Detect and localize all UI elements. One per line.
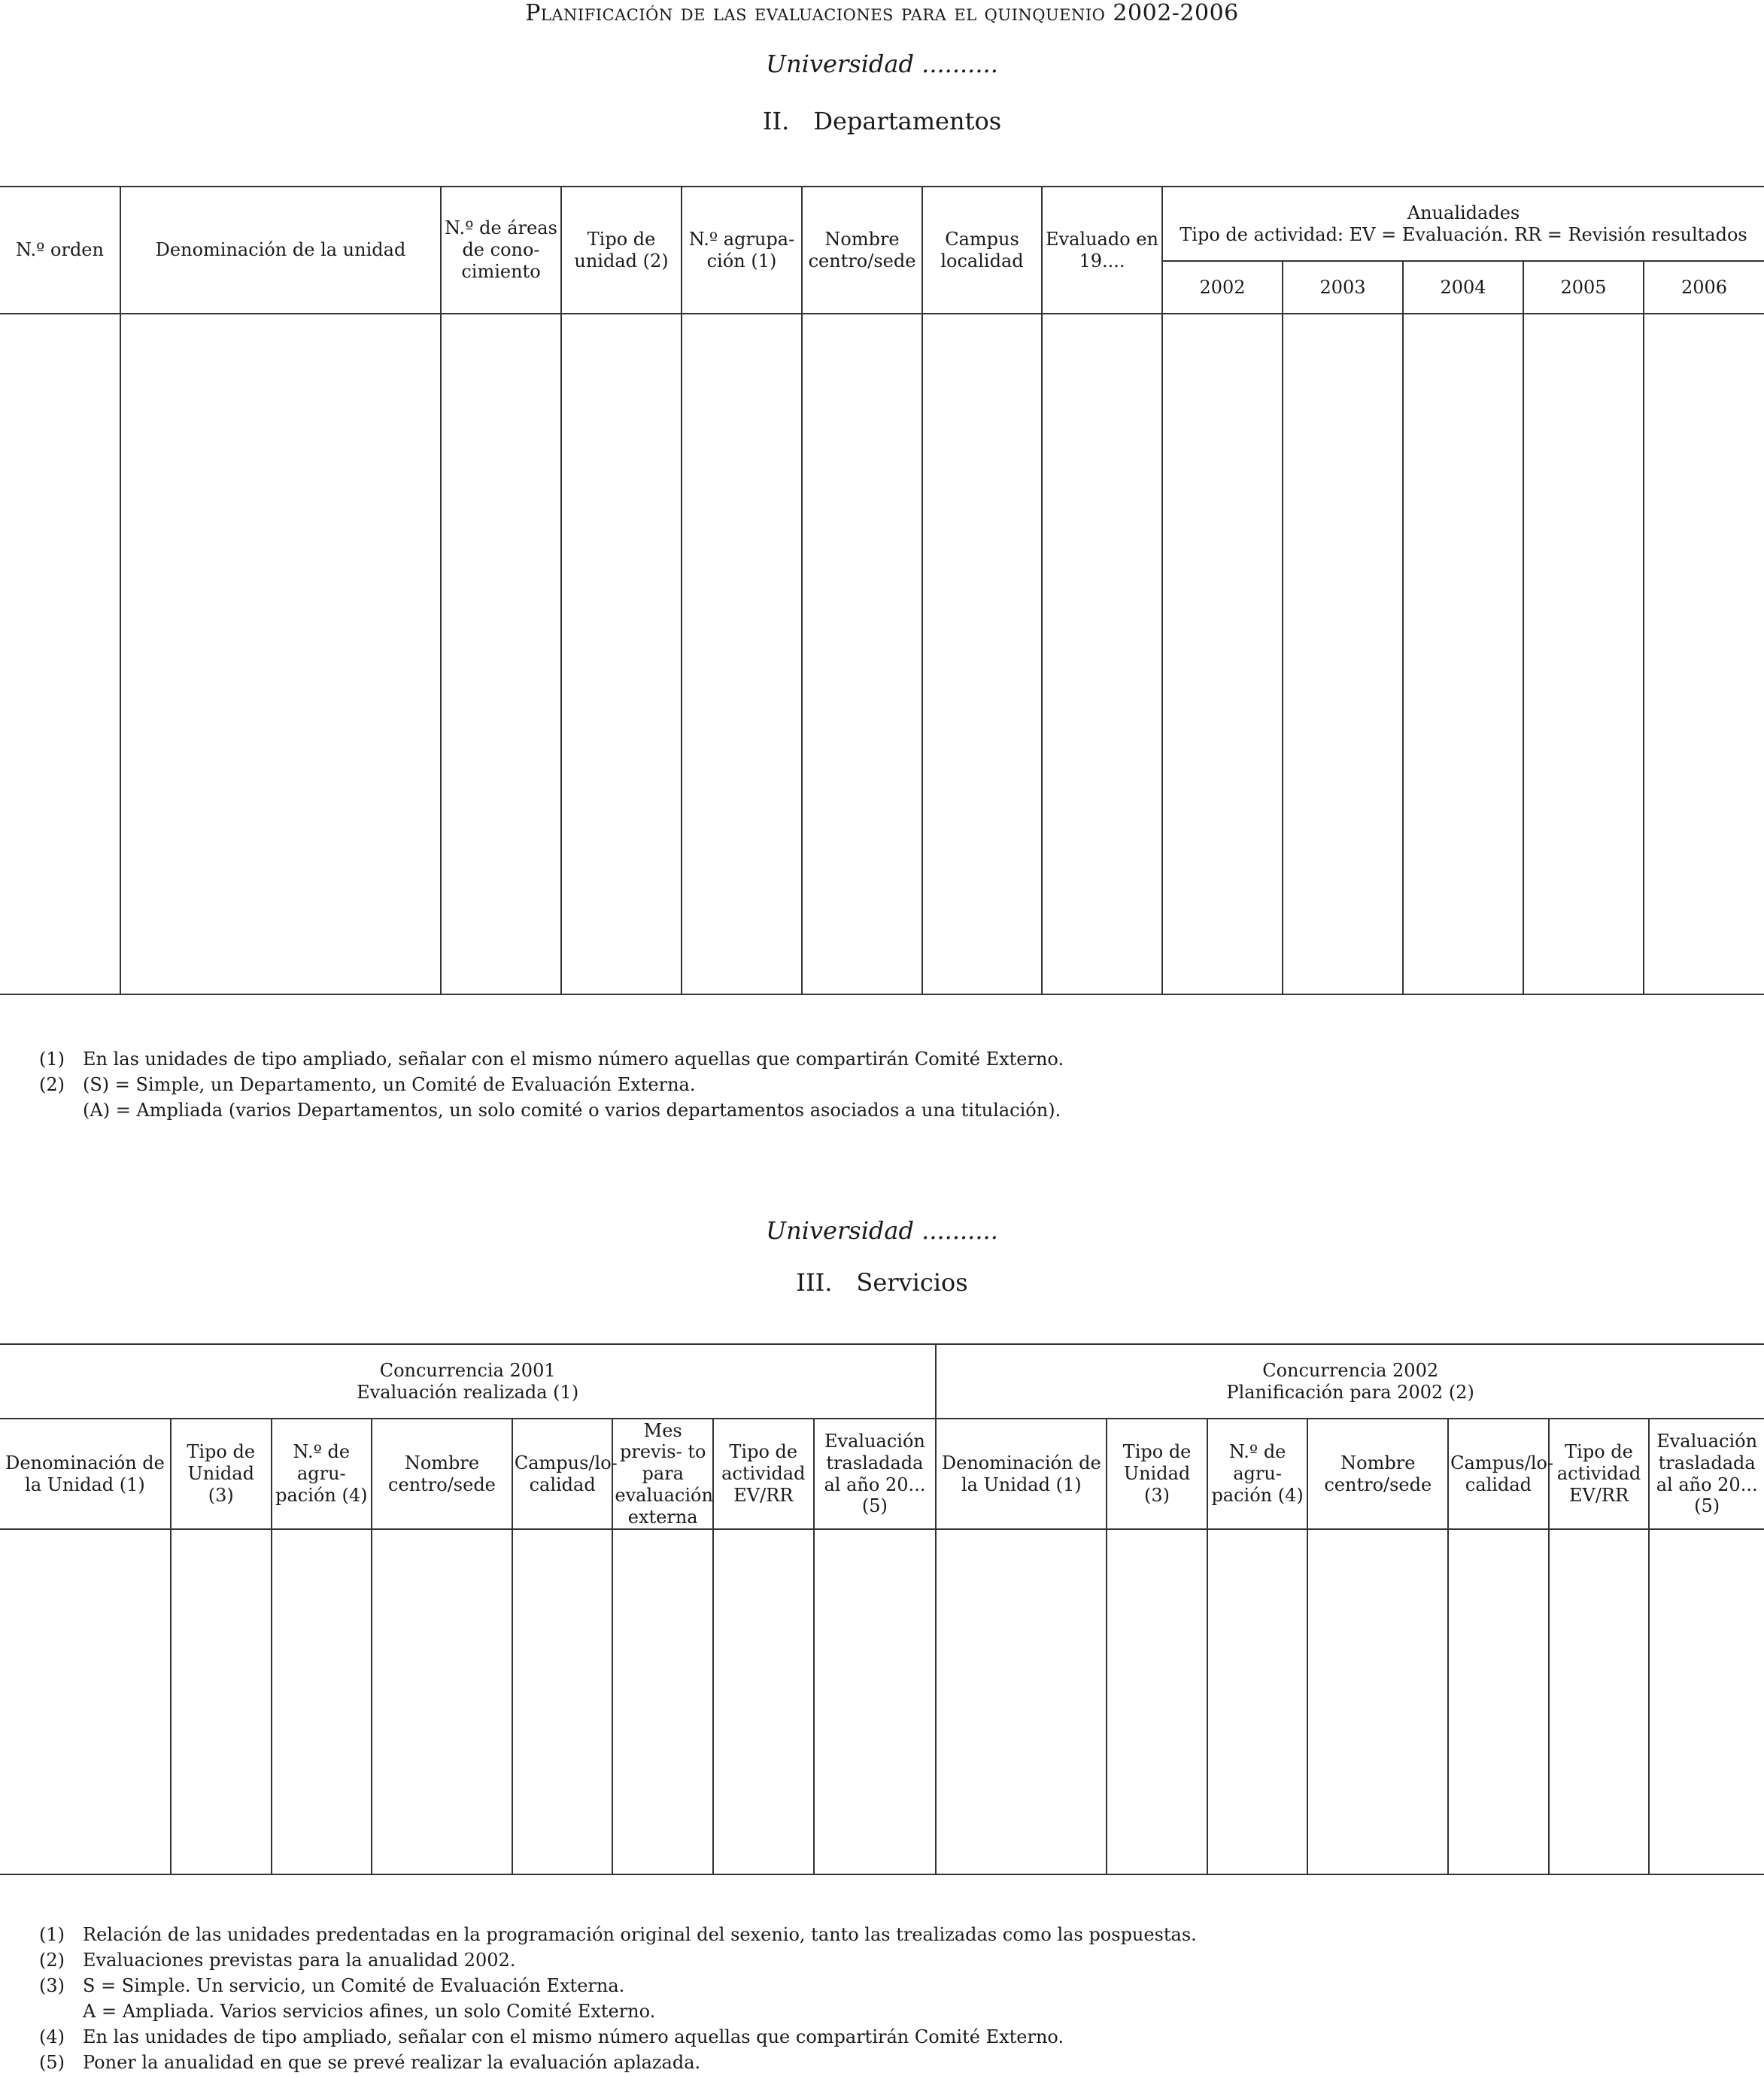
footnote-mark [39,2002,83,2020]
header-tipo-unidad: Tipo de Unidad (3) [171,1419,272,1529]
header-denominacion: Denominación de la unidad [120,187,441,314]
empty-cell [922,314,1042,994]
footnote-text: (S) = Simple, un Departamento, un Comité de Evaluación Externa. [83,1074,696,1095]
header-campus: Campus localidad [922,187,1042,314]
empty-cell [561,314,682,994]
empty-cell [1107,1529,1207,1874]
footnote-mark: (3) [39,1975,65,1996]
header-year: 2004 [1403,261,1523,314]
header-nombre-centro: Nombre centro/sede [1307,1419,1448,1529]
empty-cell [713,1529,814,1874]
footnote-text: S = Simple. Un servicio, un Comité de Evaluación Externa. [83,1975,625,1996]
footnote [39,1076,1064,1094]
footnote-text: Poner la anualidad en que se prevé realizar la evaluación aplazada. [83,2052,701,2073]
section-number: III. [796,1268,833,1297]
empty-cell [814,1529,937,1874]
empty-cell [1644,314,1764,994]
empty-cell [1307,1529,1448,1874]
footnote-text: Relación de las unidades predentadas en la programación original del sexenio, tanto las trealizadas como las pospuestas. [83,1924,1197,1945]
header-areas: N.º de áreas de cono- cimiento [441,187,561,314]
servicios-table [0,1343,1764,1875]
header-evaluado: Evaluado en 19.... [1042,187,1162,314]
empty-cell [612,1529,713,1874]
footnote [39,1977,1197,1995]
footnote [39,2002,1197,2020]
header-year: 2003 [1283,261,1403,314]
header-evaluacion-trasladada: Evaluación trasladada al año 20... (5) [1649,1419,1764,1529]
footnote [39,1951,1197,1969]
footnote [39,1050,1064,1068]
header-denominacion: Denominación de la Unidad (1) [936,1419,1107,1529]
footnote-mark: (4) [39,2026,65,2047]
empty-cell [1448,1529,1549,1874]
header-year: 2002 [1162,261,1283,314]
header-orden: N.º orden [0,187,120,314]
footnote-mark: (1) [39,1924,65,1945]
empty-cell [0,1529,171,1874]
header-tipo-actividad: Tipo de actividad EV/RR [1549,1419,1650,1529]
header-nombre-centro: Nombre centro/sede [802,187,922,314]
header-agrupacion: N.º de agru- pación (4) [272,1419,372,1529]
header-campus: Campus/lo- calidad [1448,1419,1549,1529]
universidad-heading-servicios: Universidad .......... [766,1216,998,1245]
header-tipo-unidad: Tipo de unidad (2) [561,187,682,314]
section-title: Servicios [856,1268,968,1297]
anualidades-label: Anualidades [1407,202,1520,223]
header-agrupacion: N.º agrupa- ción (1) [682,187,802,314]
footnote [39,1926,1197,1944]
empty-cell [171,1529,272,1874]
section-heading-departamentos [0,107,1764,135]
group-title: Concurrencia 2001 [379,1359,556,1381]
footnote [39,2028,1197,2046]
footnote-text: (A) = Ampliada (varios Departamentos, un solo comité o varios departamentos asociados a una titulación). [83,1100,1061,1121]
departamentos-table [0,186,1764,995]
empty-cell [0,314,120,994]
empty-cell [1283,314,1403,994]
group-title: Concurrencia 2002 [1262,1359,1439,1381]
page-title: Planificación de las evaluaciones para el quinquenio 2002-2006 [525,0,1239,26]
empty-cell [120,314,441,994]
universidad-heading-departamentos: Universidad .......... [766,50,998,78]
empty-cell [441,314,561,994]
empty-cell [1162,314,1283,994]
empty-cell [512,1529,613,1874]
footnote-mark: (2) [39,1950,65,1971]
header-denominacion: Denominación de la Unidad (1) [0,1419,171,1529]
footnote-text: A = Ampliada. Varios servicios afines, un solo Comité Externo. [83,2001,656,2022]
tipo-actividad-label: Tipo de actividad: EV = Evaluación. RR = Revisión resultados [1180,223,1747,245]
departamentos-footnotes [39,1050,1064,1127]
header-nombre-centro: Nombre centro/sede [372,1419,512,1529]
empty-cell [372,1529,512,1874]
header-tipo-actividad: Tipo de actividad EV/RR [713,1419,814,1529]
footnote-mark: (2) [39,1074,65,1095]
empty-cell [272,1529,372,1874]
footnote-text: Evaluaciones previstas para la anualidad 2002. [83,1950,516,1971]
section-title: Departamentos [813,107,1002,135]
empty-cell [1649,1529,1764,1874]
group-subtitle: Planificación para 2002 (2) [1226,1381,1474,1403]
footnote-text: En las unidades de tipo ampliado, señalar con el mismo número aquellas que compartirán Comité Externo. [83,1049,1064,1070]
header-mes-previsto: Mes previs- to para evaluación externa [612,1419,713,1529]
group-header-concurrencia-2001 [0,1344,936,1419]
servicios-footnotes [39,1926,1197,2079]
empty-cell [682,314,802,994]
header-campus: Campus/lo- calidad [512,1419,613,1529]
empty-cell [936,1529,1107,1874]
header-agrupacion: N.º de agru- pación (4) [1207,1419,1308,1529]
header-evaluacion-trasladada: Evaluación trasladada al año 20... (5) [814,1419,937,1529]
header-tipo-unidad: Tipo de Unidad (3) [1107,1419,1207,1529]
empty-cell [1549,1529,1650,1874]
empty-cell [1207,1529,1308,1874]
header-anualidades [1162,187,1764,261]
footnote-mark: (5) [39,2052,65,2073]
footnote [39,1101,1064,1119]
section-number: II. [762,107,790,135]
empty-cell [1042,314,1162,994]
header-year: 2006 [1644,261,1764,314]
footnote-text: En las unidades de tipo ampliado, señalar con el mismo número aquellas que compartirán Comité Externo. [83,2026,1064,2047]
header-year: 2005 [1523,261,1644,314]
empty-cell [1403,314,1523,994]
footnote [39,2053,1197,2071]
group-subtitle: Evaluación realizada (1) [357,1381,579,1403]
footnote-mark [39,1101,83,1119]
footnote-mark: (1) [39,1049,65,1070]
empty-cell [802,314,922,994]
empty-cell [1523,314,1644,994]
section-heading-servicios [0,1268,1764,1297]
group-header-concurrencia-2002 [936,1344,1764,1419]
